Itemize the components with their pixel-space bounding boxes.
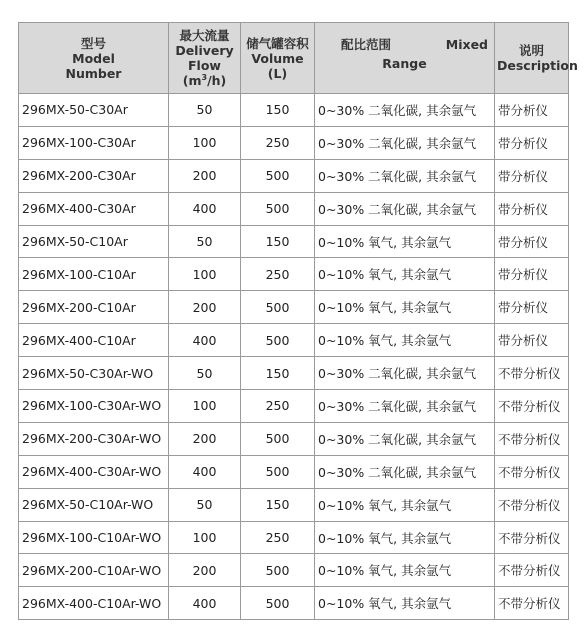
table-row xyxy=(19,192,569,225)
spec-table xyxy=(18,22,578,620)
cell-volume: 500 xyxy=(241,587,315,620)
cell-volume: 500 xyxy=(241,422,315,455)
table-row xyxy=(19,422,569,455)
table-row xyxy=(19,258,569,291)
cell-flow: 50 xyxy=(169,94,241,127)
header-flow-en1: Delivery xyxy=(175,43,234,58)
cell-volume: 250 xyxy=(241,521,315,554)
table-row xyxy=(19,291,569,324)
cell-description: 不带分析仪 xyxy=(495,587,569,620)
cell-range: 0~10% 氧气, 其余氩气 xyxy=(315,587,495,620)
cell-range: 0~30% 二氧化碳, 其余氩气 xyxy=(315,94,495,127)
cell-range: 0~10% 氧气, 其余氩气 xyxy=(315,291,495,324)
cell-volume: 150 xyxy=(241,225,315,258)
table-row xyxy=(19,324,569,357)
cell-flow: 200 xyxy=(169,422,241,455)
cell-range: 0~30% 二氧化碳, 其余氩气 xyxy=(315,126,495,159)
cell-flow: 100 xyxy=(169,521,241,554)
cell-range: 0~10% 氧气, 其余氩气 xyxy=(315,225,495,258)
cell-flow: 200 xyxy=(169,159,241,192)
cell-description: 不带分析仪 xyxy=(495,521,569,554)
cell-description: 不带分析仪 xyxy=(495,455,569,488)
cell-volume: 150 xyxy=(241,357,315,390)
table-row xyxy=(19,554,569,587)
table-row xyxy=(19,488,569,521)
cell-volume: 250 xyxy=(241,390,315,423)
header-model-en1: Model xyxy=(72,50,115,66)
cell-description: 带分析仪 xyxy=(495,324,569,357)
cell-range: 0~30% 二氧化碳, 其余氩气 xyxy=(315,159,495,192)
table-row xyxy=(19,357,569,390)
cell-flow: 400 xyxy=(169,455,241,488)
cell-range: 0~10% 氧气, 其余氩气 xyxy=(315,554,495,587)
header-model xyxy=(19,23,169,94)
cell-model: 296MX-200-C10Ar xyxy=(19,291,169,324)
cell-model: 296MX-100-C30Ar xyxy=(19,126,169,159)
cell-range: 0~10% 氧气, 其余氩气 xyxy=(315,324,495,357)
cell-model: 296MX-100-C10Ar-WO xyxy=(19,521,169,554)
header-range-en-bottom: Range xyxy=(382,56,427,71)
cell-description: 不带分析仪 xyxy=(495,488,569,521)
cell-model: 296MX-50-C10Ar-WO xyxy=(19,488,169,521)
cell-flow: 400 xyxy=(169,324,241,357)
cell-flow: 100 xyxy=(169,258,241,291)
cell-model: 296MX-50-C30Ar xyxy=(19,94,169,127)
cell-description: 带分析仪 xyxy=(495,94,569,127)
cell-flow: 50 xyxy=(169,488,241,521)
cell-range: 0~30% 二氧化碳, 其余氩气 xyxy=(315,357,495,390)
cell-volume: 500 xyxy=(241,554,315,587)
cell-description: 带分析仪 xyxy=(495,258,569,291)
header-flow-unit: $(m^3/h)$ xyxy=(182,72,227,88)
cell-flow: 400 xyxy=(169,587,241,620)
cell-model: 296MX-50-C10Ar xyxy=(19,225,169,258)
header-volume-zh: 储气罐容积 xyxy=(246,35,309,51)
header-desc-en: Description xyxy=(497,58,578,73)
header-volume xyxy=(241,23,315,94)
cell-volume: 500 xyxy=(241,455,315,488)
header-model-zh: 型号 xyxy=(80,35,106,51)
cell-model: 296MX-400-C30Ar-WO xyxy=(19,455,169,488)
table-row xyxy=(19,225,569,258)
header-volume-en2: (L) xyxy=(267,65,288,81)
cell-description: 不带分析仪 xyxy=(495,554,569,587)
cell-volume: 250 xyxy=(241,126,315,159)
cell-flow: 400 xyxy=(169,192,241,225)
table-row xyxy=(19,587,569,620)
cell-description: 不带分析仪 xyxy=(495,357,569,390)
header-range-en-right: Mixed xyxy=(445,37,488,52)
table-row xyxy=(19,455,569,488)
cell-flow: 50 xyxy=(169,357,241,390)
table-row xyxy=(19,390,569,423)
cell-description: 带分析仪 xyxy=(495,126,569,159)
cell-range: 0~30% 二氧化碳, 其余氩气 xyxy=(315,422,495,455)
cell-volume: 150 xyxy=(241,488,315,521)
cell-model: 296MX-200-C30Ar-WO xyxy=(19,422,169,455)
cell-range: 0~10% 氧气, 其余氩气 xyxy=(315,521,495,554)
header-flow xyxy=(169,23,241,94)
table-header-row xyxy=(19,23,569,94)
cell-description: 不带分析仪 xyxy=(495,422,569,455)
cell-volume: 500 xyxy=(241,159,315,192)
table-body xyxy=(19,94,569,620)
table-row xyxy=(19,159,569,192)
cell-range: 0~10% 氧气, 其余氩气 xyxy=(315,488,495,521)
table-row xyxy=(19,126,569,159)
cell-description: 带分析仪 xyxy=(495,225,569,258)
cell-description: 带分析仪 xyxy=(495,192,569,225)
cell-flow: 100 xyxy=(169,390,241,423)
cell-model: 296MX-400-C10Ar-WO xyxy=(19,587,169,620)
header-range xyxy=(315,23,495,94)
cell-volume: 500 xyxy=(241,291,315,324)
cell-model: 296MX-100-C10Ar xyxy=(19,258,169,291)
cell-volume: 150 xyxy=(241,94,315,127)
cell-volume: 250 xyxy=(241,258,315,291)
header-flow-zh: 最大流量 xyxy=(179,28,230,43)
cell-flow: 200 xyxy=(169,291,241,324)
cell-model: 296MX-100-C30Ar-WO xyxy=(19,390,169,423)
cell-model: 296MX-400-C10Ar xyxy=(19,324,169,357)
table-row xyxy=(19,521,569,554)
header-description xyxy=(495,23,578,94)
cell-description: 带分析仪 xyxy=(495,291,569,324)
cell-flow: 50 xyxy=(169,225,241,258)
header-model-en2: Number xyxy=(65,65,122,81)
cell-volume: 500 xyxy=(241,192,315,225)
cell-flow: 200 xyxy=(169,554,241,587)
cell-volume: 500 xyxy=(241,324,315,357)
cell-model: 296MX-200-C30Ar xyxy=(19,159,169,192)
header-volume-en1: Volume xyxy=(251,50,304,66)
cell-model: 296MX-200-C10Ar-WO xyxy=(19,554,169,587)
table-row xyxy=(19,94,569,127)
cell-range: 0~30% 二氧化碳, 其余氩气 xyxy=(315,390,495,423)
header-desc-zh: 说明 xyxy=(518,43,544,58)
cell-model: 296MX-50-C30Ar-WO xyxy=(19,357,169,390)
cell-range: 0~30% 二氧化碳, 其余氩气 xyxy=(315,192,495,225)
cell-range: 0~10% 氧气, 其余氩气 xyxy=(315,258,495,291)
cell-range: 0~30% 二氧化碳, 其余氩气 xyxy=(315,455,495,488)
cell-flow: 100 xyxy=(169,126,241,159)
cell-description: 带分析仪 xyxy=(495,159,569,192)
header-range-zh: 配比范围 xyxy=(341,37,392,52)
cell-model: 296MX-400-C30Ar xyxy=(19,192,169,225)
header-flow-en2: Flow xyxy=(188,58,221,73)
cell-description: 不带分析仪 xyxy=(495,390,569,423)
